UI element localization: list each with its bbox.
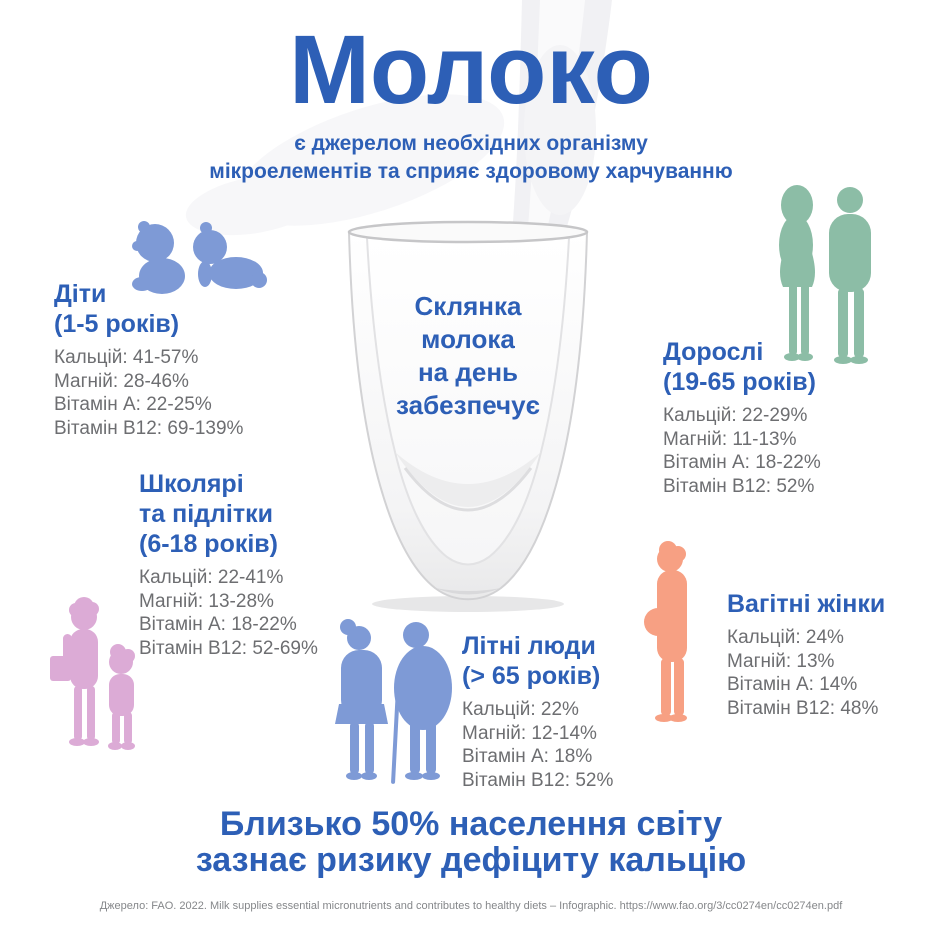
group-adults-heading [663,337,923,397]
value-line: Магній: 13% [727,650,835,672]
value-line: Магній: 11-13% [663,428,797,450]
school-children-icon [48,594,148,756]
group-children-values [54,346,314,440]
value-line: Вітамін В12: 69-139% [54,417,244,439]
heading-line: (6-18 років) [139,530,279,558]
group-adults-values [663,404,923,498]
group-school-heading [139,469,399,559]
glass-caption-line: молока [421,324,515,354]
value-line: Кальцій: 24% [727,627,844,648]
heading-line: Вагітні жінки [727,590,886,618]
value-line: Кальцій: 41-57% [54,347,199,368]
subtitle-line-2: мікроелементів та сприяє здоровому харчуванню [209,160,733,183]
source-citation: Джерело: FAO. 2022. Milk supplies essential micronutrients and contributes to healthy diets – Infographic. https://www.fao.org/3/cc0274en/cc0274en.pdf [99,900,843,912]
group-pregnant-heading [727,589,942,619]
glass-caption [360,290,576,422]
page-title: Молоко [289,15,653,124]
value-line: Вітамін А: 18-22% [139,614,297,636]
heading-line: Школярі [139,470,244,498]
value-line: Кальцій: 22% [462,699,579,720]
group-adults [663,337,923,498]
value-line: Вітамін В12: 52% [462,769,614,791]
heading-line: (> 65 років) [462,662,601,690]
elderly-couple-icon [326,616,456,794]
heading-line: та підлітки [139,500,273,528]
value-line: Магній: 13-28% [139,590,274,612]
value-line: Вітамін А: 14% [727,674,858,696]
group-children [54,279,314,440]
value-line: Магній: 28-46% [54,370,189,392]
group-children-heading [54,279,314,339]
glass-caption-line: Склянка [414,291,522,321]
footer-headline [0,806,942,878]
pregnant-woman-icon [643,540,707,732]
subtitle-line-1: є джерелом необхідних організму [294,132,648,155]
value-line: Кальцій: 22-29% [663,405,808,426]
value-line: Вітамін А: 18-22% [663,452,821,474]
value-line: Вітамін В12: 52% [663,475,815,497]
glass-caption-line: забезпечує [396,390,540,420]
group-pregnant-values [727,626,942,720]
value-line: Вітамін В12: 52-69% [139,637,318,659]
heading-line: Діти [54,280,107,308]
value-line: Магній: 12-14% [462,722,597,744]
headline-line-2: зазнає ризику дефіциту кальцію [195,841,747,879]
heading-line: Дорослі [663,338,764,366]
value-line: Вітамін А: 22-25% [54,394,212,416]
value-line: Вітамін В12: 48% [727,697,879,719]
heading-line: (19-65 років) [663,368,816,396]
headline-line-1: Близько 50% населення світу [219,805,723,843]
value-line: Кальцій: 22-41% [139,567,284,588]
page-subtitle [0,130,942,186]
glass-caption-line: на день [417,357,519,387]
value-line: Вітамін А: 18% [462,746,593,768]
group-pregnant-women [727,589,942,720]
heading-line: Літні люди [462,632,596,660]
heading-line: (1-5 років) [54,310,180,338]
